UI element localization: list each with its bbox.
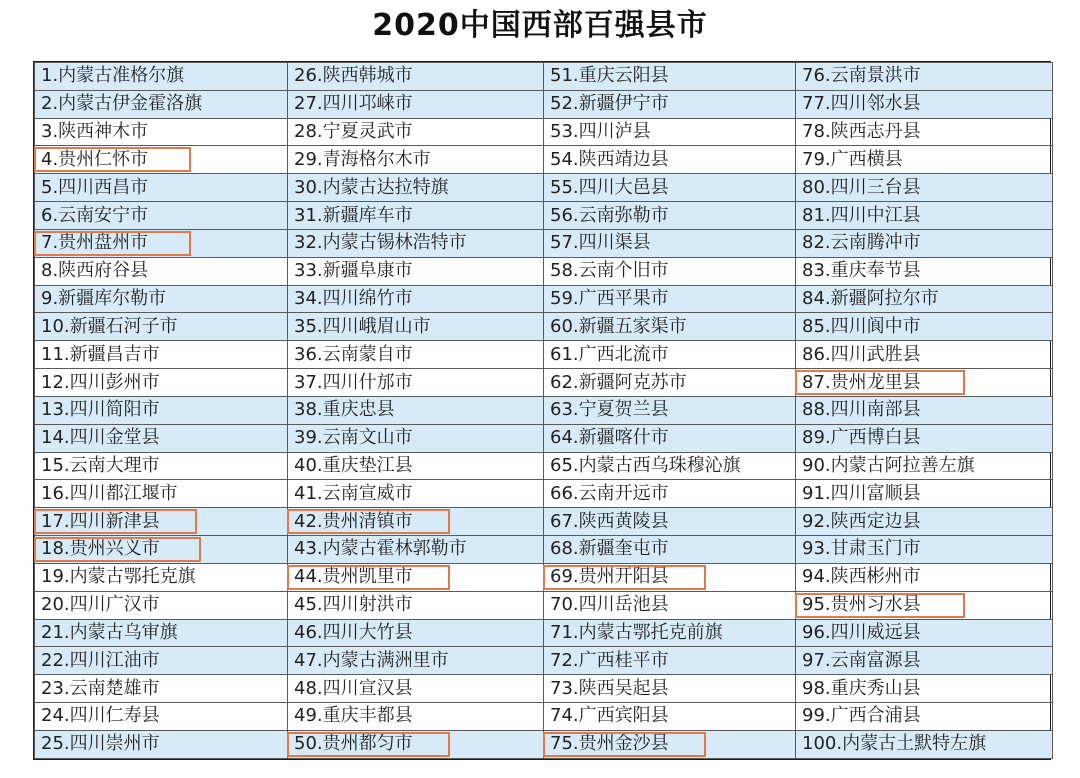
county-entry: 81.四川中江县	[802, 204, 921, 226]
county-entry: 55.四川大邑县	[550, 176, 669, 198]
table-cell	[796, 480, 1053, 508]
county-entry: 48.四川宣汉县	[294, 677, 413, 699]
county-entry: 84.新疆阿拉尔市	[802, 288, 939, 310]
county-entry: 11.新疆昌吉市	[41, 343, 160, 365]
table-cell	[544, 63, 796, 91]
table-cell	[35, 285, 288, 313]
county-entry: 77.四川邻水县	[802, 93, 921, 115]
table-row	[35, 202, 1053, 230]
county-entry: 5.四川西昌市	[41, 176, 149, 198]
county-entry: 87.贵州龙里县	[802, 371, 921, 393]
table-cell	[796, 341, 1053, 369]
table-cell	[35, 257, 288, 285]
table-cell	[796, 369, 1053, 397]
table-cell	[35, 563, 288, 591]
county-entry: 23.云南楚雄市	[41, 677, 160, 699]
county-entry: 100.内蒙古土默特左旗	[802, 733, 987, 755]
table-cell	[796, 229, 1053, 257]
table-cell	[544, 480, 796, 508]
table-cell	[544, 563, 796, 591]
table-cell	[796, 396, 1053, 424]
table-cell	[35, 369, 288, 397]
county-entry: 70.四川岳池县	[550, 594, 669, 616]
table-cell	[288, 675, 544, 703]
table-cell	[796, 536, 1053, 564]
table-cell	[796, 424, 1053, 452]
table-row	[35, 730, 1053, 758]
table-cell	[544, 730, 796, 758]
table-cell	[288, 146, 544, 174]
table-cell	[796, 313, 1053, 341]
county-entry: 35.四川峨眉山市	[294, 315, 431, 337]
table-cell	[35, 341, 288, 369]
table-cell	[35, 63, 288, 91]
county-entry: 89.广西博白县	[802, 427, 921, 449]
county-entry: 31.新疆库车市	[294, 204, 413, 226]
county-entry: 67.陕西黄陵县	[550, 510, 669, 532]
table-row	[35, 647, 1053, 675]
table-cell	[796, 508, 1053, 536]
table-row	[35, 424, 1053, 452]
table-row	[35, 536, 1053, 564]
table-cell	[288, 480, 544, 508]
county-entry: 44.贵州凯里市	[294, 566, 413, 588]
county-entry: 95.贵州习水县	[802, 594, 921, 616]
county-entry: 53.四川泸县	[550, 121, 651, 143]
county-entry: 66.云南开远市	[550, 482, 669, 504]
table-cell	[796, 285, 1053, 313]
table-cell	[544, 619, 796, 647]
county-entry: 50.贵州都匀市	[294, 733, 413, 755]
county-entry: 29.青海格尔木市	[294, 148, 431, 170]
county-entry: 16.四川都江堰市	[41, 482, 178, 504]
table-row	[35, 396, 1053, 424]
table-cell	[796, 703, 1053, 731]
county-entry: 15.云南大理市	[41, 455, 160, 476]
county-entry: 25.四川崇州市	[41, 733, 160, 755]
table-cell	[796, 118, 1053, 146]
table-cell	[544, 396, 796, 424]
county-entry: 86.四川武胜县	[802, 343, 921, 365]
table-cell	[288, 118, 544, 146]
table-cell	[288, 63, 544, 91]
table-cell	[796, 202, 1053, 230]
table-cell	[544, 118, 796, 146]
county-entry: 54.陕西靖边县	[550, 148, 669, 170]
county-entry: 79.广西横县	[802, 148, 903, 170]
county-entry: 82.云南腾冲市	[802, 232, 921, 254]
county-entry: 36.云南蒙自市	[294, 343, 413, 365]
county-entry: 18.贵州兴义市	[41, 538, 160, 560]
county-entry: 33.新疆阜康市	[294, 260, 413, 282]
county-entry: 26.陕西韩城市	[294, 65, 413, 87]
county-entry: 47.内蒙古满洲里市	[294, 649, 449, 671]
table-row	[35, 90, 1053, 118]
table-row	[35, 675, 1053, 703]
table-cell	[544, 229, 796, 257]
table-cell	[544, 647, 796, 675]
table-cell	[796, 174, 1053, 202]
county-entry: 57.四川渠县	[550, 232, 651, 254]
county-entry: 71.内蒙古鄂托克前旗	[550, 621, 723, 643]
table-cell	[288, 508, 544, 536]
table-cell	[796, 730, 1053, 758]
table-cell	[288, 341, 544, 369]
table-cell	[796, 563, 1053, 591]
ranking-table-container	[33, 61, 1051, 760]
county-entry: 62.新疆阿克苏市	[550, 371, 687, 393]
table-row	[35, 146, 1053, 174]
county-entry: 7.贵州盘州市	[41, 232, 149, 254]
table-row	[35, 229, 1053, 257]
county-entry: 72.广西桂平市	[550, 649, 669, 671]
table-cell	[544, 452, 796, 480]
county-entry: 34.四川绵竹市	[294, 288, 413, 310]
page-title: 2020中国西部百强县市	[372, 8, 708, 43]
county-entry: 22.四川江油市	[41, 649, 160, 671]
table-cell	[796, 647, 1053, 675]
table-row	[35, 703, 1053, 731]
table-cell	[288, 424, 544, 452]
table-cell	[288, 313, 544, 341]
county-entry: 6.云南安宁市	[41, 204, 149, 226]
county-entry: 27.四川邛崃市	[294, 93, 413, 115]
county-entry: 97.云南富源县	[802, 649, 921, 671]
table-cell	[288, 647, 544, 675]
county-entry: 40.重庆垫江县	[294, 455, 413, 476]
table-cell	[288, 591, 544, 619]
county-entry: 10.新疆石河子市	[41, 315, 178, 337]
table-cell	[35, 424, 288, 452]
table-cell	[288, 229, 544, 257]
table-cell	[35, 536, 288, 564]
county-entry: 46.四川大竹县	[294, 621, 413, 643]
table-row	[35, 369, 1053, 397]
table-row	[35, 452, 1053, 480]
county-entry: 65.内蒙古西乌珠穆沁旗	[550, 455, 741, 476]
county-entry: 91.四川富顺县	[802, 482, 921, 504]
table-cell	[35, 675, 288, 703]
county-entry: 69.贵州开阳县	[550, 566, 669, 588]
table-cell	[544, 313, 796, 341]
county-entry: 41.云南宣威市	[294, 482, 413, 504]
table-cell	[796, 257, 1053, 285]
table-cell	[796, 146, 1053, 174]
county-entry: 17.四川新津县	[41, 510, 160, 532]
table-cell	[288, 285, 544, 313]
county-entry: 96.四川威远县	[802, 621, 921, 643]
table-cell	[35, 619, 288, 647]
county-entry: 78.陕西志丹县	[802, 121, 921, 143]
county-entry: 68.新疆奎屯市	[550, 538, 669, 560]
table-cell	[35, 174, 288, 202]
table-cell	[288, 730, 544, 758]
county-entry: 39.云南文山市	[294, 427, 413, 449]
table-row	[35, 480, 1053, 508]
county-entry: 12.四川彭州市	[41, 371, 160, 393]
county-entry: 28.宁夏灵武市	[294, 121, 413, 143]
county-entry: 37.四川什邡市	[294, 371, 413, 393]
county-entry: 76.云南景洪市	[802, 65, 921, 87]
county-entry: 4.贵州仁怀市	[41, 148, 149, 170]
table-cell	[288, 90, 544, 118]
table-row	[35, 118, 1053, 146]
table-cell	[35, 480, 288, 508]
county-entry: 80.四川三台县	[802, 176, 921, 198]
county-entry: 42.贵州清镇市	[294, 510, 413, 532]
table-cell	[544, 424, 796, 452]
county-entry: 43.内蒙古霍林郭勒市	[294, 538, 467, 560]
table-cell	[288, 536, 544, 564]
table-cell	[35, 202, 288, 230]
county-entry: 74.广西宾阳县	[550, 705, 669, 727]
county-entry: 83.重庆奉节县	[802, 260, 921, 282]
table-row	[35, 591, 1053, 619]
table-cell	[288, 202, 544, 230]
county-entry: 20.四川广汉市	[41, 594, 160, 616]
table-row	[35, 174, 1053, 202]
county-entry: 63.宁夏贺兰县	[550, 399, 669, 421]
table-cell	[796, 63, 1053, 91]
table-cell	[544, 202, 796, 230]
table-cell	[288, 257, 544, 285]
table-row	[35, 63, 1053, 91]
table-cell	[35, 703, 288, 731]
table-cell	[288, 563, 544, 591]
county-entry: 51.重庆云阳县	[550, 65, 669, 87]
table-cell	[288, 369, 544, 397]
county-entry: 60.新疆五家渠市	[550, 315, 687, 337]
table-cell	[288, 174, 544, 202]
table-row	[35, 257, 1053, 285]
table-cell	[35, 146, 288, 174]
table-cell	[544, 146, 796, 174]
county-entry: 49.重庆丰都县	[294, 705, 413, 727]
table-cell	[544, 591, 796, 619]
county-entry: 59.广西平果市	[550, 288, 669, 310]
county-entry: 2.内蒙古伊金霍洛旗	[41, 93, 203, 115]
table-row	[35, 563, 1053, 591]
table-row	[35, 508, 1053, 536]
table-cell	[544, 285, 796, 313]
county-entry: 45.四川射洪市	[294, 594, 413, 616]
county-entry: 13.四川简阳市	[41, 399, 160, 421]
county-entry: 98.重庆秀山县	[802, 677, 921, 699]
table-cell	[544, 703, 796, 731]
ranking-table-body	[35, 63, 1053, 759]
county-entry: 99.广西合浦县	[802, 705, 921, 727]
county-entry: 85.四川阆中市	[802, 315, 921, 337]
table-cell	[796, 619, 1053, 647]
table-cell	[544, 508, 796, 536]
table-cell	[35, 591, 288, 619]
table-cell	[544, 257, 796, 285]
table-cell	[544, 369, 796, 397]
table-cell	[288, 396, 544, 424]
table-cell	[35, 647, 288, 675]
county-entry: 1.内蒙古准格尔旗	[41, 65, 185, 87]
county-entry: 88.四川南部县	[802, 399, 921, 421]
county-entry: 52.新疆伊宁市	[550, 93, 669, 115]
table-cell	[35, 118, 288, 146]
ranking-table	[34, 62, 1053, 759]
table-cell	[35, 396, 288, 424]
table-cell	[544, 341, 796, 369]
county-entry: 58.云南个旧市	[550, 260, 669, 282]
county-entry: 61.广西北流市	[550, 343, 669, 365]
county-entry: 75.贵州金沙县	[550, 733, 669, 755]
table-cell	[544, 675, 796, 703]
county-entry: 3.陕西神木市	[41, 121, 149, 143]
table-cell	[35, 452, 288, 480]
table-cell	[35, 90, 288, 118]
table-cell	[35, 313, 288, 341]
county-entry: 64.新疆喀什市	[550, 427, 669, 449]
table-cell	[35, 229, 288, 257]
table-cell	[288, 703, 544, 731]
county-entry: 8.陕西府谷县	[41, 260, 149, 282]
table-cell	[796, 591, 1053, 619]
table-cell	[544, 174, 796, 202]
table-row	[35, 341, 1053, 369]
table-cell	[796, 90, 1053, 118]
county-entry: 19.内蒙古鄂托克旗	[41, 566, 196, 588]
county-entry: 93.甘肃玉门市	[802, 538, 921, 560]
county-entry: 92.陕西定边县	[802, 510, 921, 532]
table-cell	[288, 452, 544, 480]
table-cell	[544, 536, 796, 564]
table-row	[35, 619, 1053, 647]
table-cell	[35, 508, 288, 536]
county-entry: 38.重庆忠县	[294, 399, 395, 421]
county-entry: 73.陕西吴起县	[550, 677, 669, 699]
table-cell	[288, 619, 544, 647]
table-cell	[35, 730, 288, 758]
county-entry: 21.内蒙古乌审旗	[41, 621, 178, 643]
table-cell	[796, 452, 1053, 480]
county-entry: 9.新疆库尔勒市	[41, 288, 167, 310]
table-row	[35, 285, 1053, 313]
table-cell	[796, 675, 1053, 703]
county-entry: 94.陕西彬州市	[802, 566, 921, 588]
county-entry: 14.四川金堂县	[41, 427, 160, 449]
table-row	[35, 313, 1053, 341]
table-cell	[544, 90, 796, 118]
county-entry: 90.内蒙古阿拉善左旗	[802, 455, 975, 476]
county-entry: 32.内蒙古锡林浩特市	[294, 232, 467, 254]
county-entry: 24.四川仁寿县	[41, 705, 160, 727]
county-entry: 56.云南弥勒市	[550, 204, 669, 226]
county-entry: 30.内蒙古达拉特旗	[294, 176, 449, 198]
